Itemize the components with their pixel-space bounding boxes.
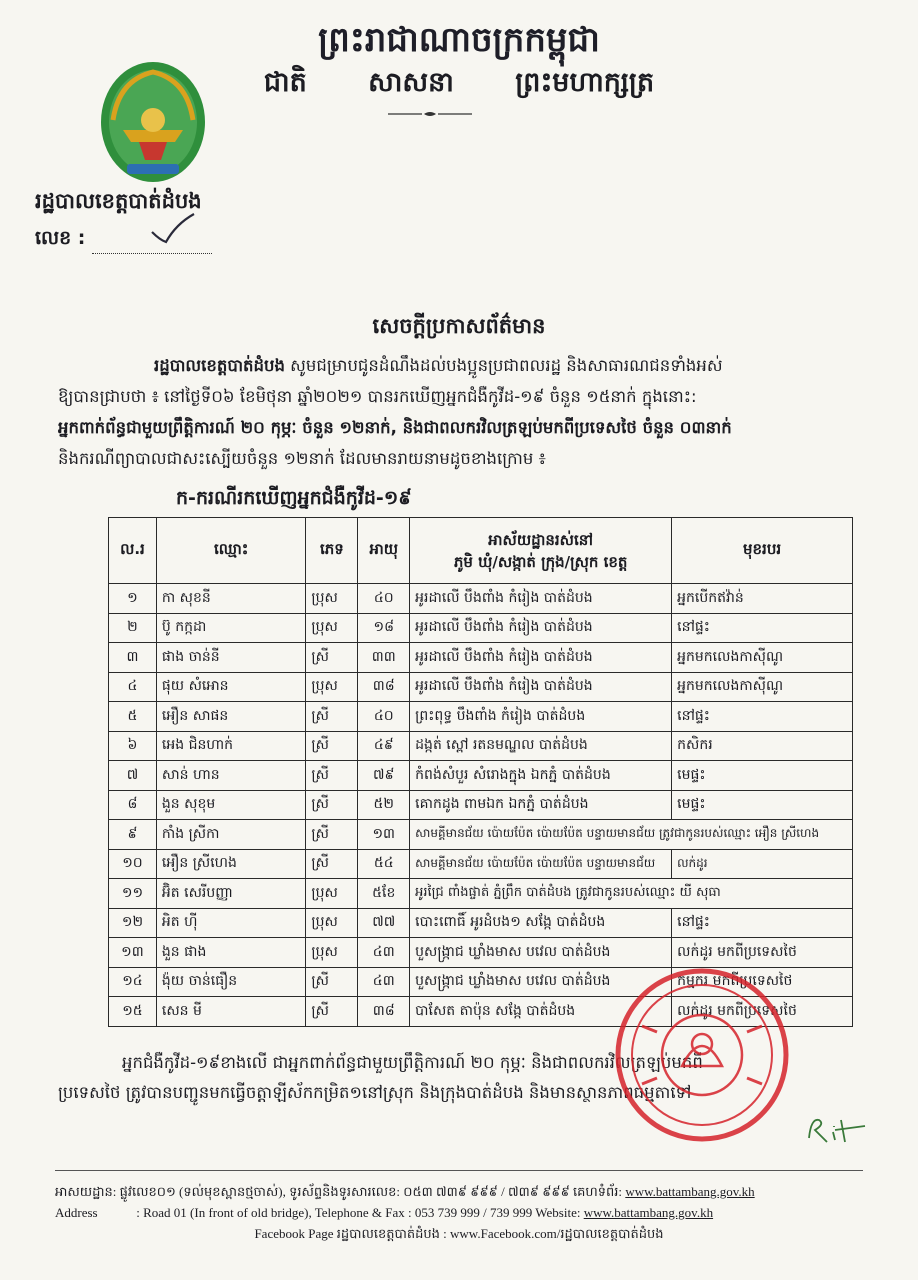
cell-address: អូរដាលើ បឹងពាំង កំរៀង បាត់ដំបង bbox=[410, 584, 672, 614]
cell-sex: ស្រី bbox=[306, 967, 358, 997]
cell-address: ព្រះពុទ្ធ បឹងពាំង កំរៀង បាត់ដំបង bbox=[410, 702, 672, 732]
cell-sex: ស្រី bbox=[306, 643, 358, 673]
col-header-name: ឈ្មោះ bbox=[156, 518, 306, 584]
footer-address-english bbox=[55, 1205, 863, 1221]
table-row bbox=[109, 908, 853, 938]
cell-name: ងួន សុខុម bbox=[156, 790, 306, 820]
cell-age: ៧៩ bbox=[358, 761, 410, 791]
section-title: ក-ករណីរកឃើញអ្នកជំងឺកូវីដ-១៩ bbox=[176, 487, 412, 509]
table-row bbox=[109, 731, 853, 761]
footer-divider bbox=[55, 1170, 863, 1171]
cell-address: សាមគ្គីមានជ័យ ប៉ោយប៉ែត ប៉ោយប៉ែត បន្ទាយមានជ័យ bbox=[410, 849, 672, 879]
cell-address: គោកដូង ពាមឯក ឯកភ្នំ បាត់ដំបង bbox=[410, 790, 672, 820]
cell-name: សេន មី bbox=[156, 997, 306, 1027]
cell-occupation: អ្នកមកលេងកាស៊ីណូ bbox=[672, 643, 853, 673]
table-row bbox=[109, 879, 853, 909]
cell-occupation: អ្នកមកលេងកាស៊ីណូ bbox=[672, 672, 853, 702]
cell-no: ៤ bbox=[109, 672, 157, 702]
header-flourish-divider bbox=[388, 110, 472, 118]
cell-age: ៥៤ bbox=[358, 849, 410, 879]
cell-sex: ប្រុស bbox=[306, 938, 358, 968]
cell-name: សាន់ ហាន bbox=[156, 761, 306, 791]
cell-sex: ស្រី bbox=[306, 997, 358, 1027]
cell-age: ៧៧ bbox=[358, 908, 410, 938]
footer-address-khmer bbox=[55, 1184, 863, 1203]
motto-king: ព្រះមហាក្សត្រ bbox=[515, 67, 655, 98]
cell-age: ១៨ bbox=[358, 613, 410, 643]
table-row bbox=[109, 849, 853, 879]
col-header-no: ល.រ bbox=[109, 518, 157, 584]
col-header-address-title: អាស័យដ្ឋានរស់នៅ bbox=[488, 530, 594, 549]
cell-age: ៤៣ bbox=[358, 967, 410, 997]
cell-occupation: មេផ្ទះ bbox=[672, 790, 853, 820]
cell-sex: ស្រី bbox=[306, 761, 358, 791]
cell-name: កា សុខនី bbox=[156, 584, 306, 614]
cell-age: ៤០ bbox=[358, 584, 410, 614]
footnote-line-1-text: អ្នកជំងឺកូវីដ-១៩ខាងលើ ជាអ្នកពាក់ព័ន្ធជាមួយព្រឹត្តិការណ៍ ២០ កុម្ភៈ និងជាពលករវិលត្រឡប់មកពី bbox=[122, 1053, 703, 1072]
cell-address: កំពង់សំបួរ សំរោងក្នុង ឯកភ្នំ បាត់ដំបង bbox=[410, 761, 672, 791]
cell-name: អេង ជិនហាក់ bbox=[156, 731, 306, 761]
cell-occupation: កម្មករ មកពីប្រទេសថៃ bbox=[672, 967, 853, 997]
table-row bbox=[109, 702, 853, 732]
issuing-administration: រដ្ឋបាលខេត្តបាត់ដំបង bbox=[35, 189, 202, 213]
cell-occupation: កសិករ bbox=[672, 731, 853, 761]
cell-name: ង៉ុយ ចាន់ធឿន bbox=[156, 967, 306, 997]
col-header-address bbox=[410, 518, 672, 584]
intro-paragraph bbox=[58, 350, 866, 474]
intro-line-3: អ្នកពាក់ព័ន្ធជាមួយព្រឹត្តិការណ៍ ២០ កុម្ភៈ ចំនួន ១២នាក់, និងជាពលករវិលត្រឡប់មកពីប្រទេសថៃ ចំនួន ០៣នាក់ bbox=[58, 418, 732, 437]
province-emblem-logo bbox=[99, 60, 207, 188]
table-row bbox=[109, 938, 853, 968]
table-row bbox=[109, 613, 853, 643]
cell-occupation: លក់ដូរ មកពីប្រទេសថៃ bbox=[672, 938, 853, 968]
cell-no: ១០ bbox=[109, 849, 157, 879]
intro-line-1 bbox=[58, 350, 866, 381]
motto-religion: សាសនា bbox=[368, 67, 454, 98]
table-row bbox=[109, 643, 853, 673]
cell-sex: ស្រី bbox=[306, 849, 358, 879]
cell-no: ៦ bbox=[109, 731, 157, 761]
cell-name: ប៊ូ កក្កដា bbox=[156, 613, 306, 643]
cell-address: បាសែត តាប៉ុន សង្កែ បាត់ដំបង bbox=[410, 997, 672, 1027]
cell-address: អូរដាលើ បឹងពាំង កំរៀង បាត់ដំបង bbox=[410, 613, 672, 643]
cell-address: បួសង្ក្រាជ ឃ្លាំងមាស បវេល បាត់ដំបង bbox=[410, 967, 672, 997]
cell-address: បួសង្ក្រាជ ឃ្លាំងមាស បវេល បាត់ដំបង bbox=[410, 938, 672, 968]
cell-address: ដង្កត់ ស្ពៅ រតនមណ្ឌល បាត់ដំបង bbox=[410, 731, 672, 761]
cell-address: អូរដាលើ បឹងពាំង កំរៀង បាត់ដំបង bbox=[410, 643, 672, 673]
col-header-occupation: មុខរបរ bbox=[672, 518, 853, 584]
cell-occupation: នៅផ្ទះ bbox=[672, 908, 853, 938]
cell-no: ១៣ bbox=[109, 938, 157, 968]
cell-occupation: លក់ដូរ មកពីប្រទេសថៃ bbox=[672, 997, 853, 1027]
cell-sex: ប្រុស bbox=[306, 908, 358, 938]
table-header-row bbox=[109, 518, 853, 584]
checkmark-icon bbox=[150, 212, 196, 244]
footer-line-2-text: : Road 01 (In front of old bridge), Telephone & Fax : 053 739 999 / 739 999 Website: bbox=[136, 1205, 581, 1220]
table-row bbox=[109, 584, 853, 614]
cell-sex: ប្រុស bbox=[306, 672, 358, 702]
motto-nation: ជាតិ bbox=[263, 67, 307, 98]
footer-line-1-text: អាសយដ្ឋាន: ផ្លូវលេខ០១ (ទល់មុខស្ពានថ្មចាស់), ទូរស័ព្ទនិងទូរសារលេខ: ០៥៣ ៧៣៩ ៩៩៩ / ៧៣៩ ៩៩៩ គេហទំព័រ: bbox=[55, 1184, 623, 1199]
cell-age: ៥ខែ bbox=[358, 879, 410, 909]
cell-no: ៧ bbox=[109, 761, 157, 791]
cell-age: ៤៣ bbox=[358, 938, 410, 968]
cell-name: ផុយ សំអោន bbox=[156, 672, 306, 702]
cell-address: អូរជ្រៃ ពាំងផ្ចាត់ ភ្នំព្រឹក បាត់ដំបង ត្រូវជាកូនរបស់ឈ្មោះ យី សុធា bbox=[410, 879, 853, 909]
cell-name: អិត ហ៊ី bbox=[156, 908, 306, 938]
website-link[interactable]: www.battambang.gov.kh bbox=[625, 1184, 755, 1199]
cell-age: ៣៣ bbox=[358, 643, 410, 673]
cell-occupation: នៅផ្ទះ bbox=[672, 702, 853, 732]
cell-age: ៤៩ bbox=[358, 731, 410, 761]
table-row bbox=[109, 672, 853, 702]
cell-age: ៤០ bbox=[358, 702, 410, 732]
cell-no: ៥ bbox=[109, 702, 157, 732]
cell-no: ១២ bbox=[109, 908, 157, 938]
cell-sex: ស្រី bbox=[306, 731, 358, 761]
col-header-age: អាយុ bbox=[358, 518, 410, 584]
cell-name: កាំង ស្រីកា bbox=[156, 820, 306, 850]
col-header-sex: ភេទ bbox=[306, 518, 358, 584]
table-body bbox=[109, 584, 853, 1027]
website-link-english[interactable]: www.battambang.gov.kh bbox=[583, 1205, 714, 1220]
cell-name: ផាង ចាន់នី bbox=[156, 643, 306, 673]
cell-address: សាមគ្គីមានជ័យ ប៉ោយប៉ែត ប៉ោយប៉ែត បន្ទាយមានជ័យ ត្រូវជាកូនរបស់ឈ្មោះ អឿន ស្រីហេង bbox=[410, 820, 853, 850]
cell-no: ៨ bbox=[109, 790, 157, 820]
footnote-line-2: ប្រទេសថៃ ត្រូវបានបញ្ជូនមកធ្វើចត្តាឡីស័កកម្រិត១នៅស្រុក និងក្រុងបាត់ដំបង និងមានស្ថានភាពធម្មតាទៅ bbox=[58, 1083, 692, 1102]
cell-no: ១១ bbox=[109, 879, 157, 909]
intro-line-1-text: សូមជម្រាបជូនដំណឹងដល់បងប្អូនប្រជាពលរដ្ឋ និងសាធារណជនទាំងអស់ bbox=[290, 356, 723, 375]
cell-sex: ប្រុស bbox=[306, 584, 358, 614]
cell-sex: ស្រី bbox=[306, 702, 358, 732]
number-label: លេខ : bbox=[35, 227, 86, 249]
cell-age: ៣៨ bbox=[358, 997, 410, 1027]
cell-age: ៥២ bbox=[358, 790, 410, 820]
handwritten-signature bbox=[805, 1112, 875, 1146]
cell-no: ១ bbox=[109, 584, 157, 614]
cell-no: ៩ bbox=[109, 820, 157, 850]
cell-occupation: នៅផ្ទះ bbox=[672, 613, 853, 643]
cell-occupation: អ្នកបើកឥវ៉ាន់ bbox=[672, 584, 853, 614]
covid-cases-table bbox=[108, 517, 853, 1027]
table-row bbox=[109, 820, 853, 850]
cell-occupation: មេផ្ទះ bbox=[672, 761, 853, 791]
cell-name: អឿន ស្រីហេង bbox=[156, 849, 306, 879]
official-seal-stamp bbox=[612, 966, 792, 1144]
cell-address: អូរដាលើ បឹងពាំង កំរៀង បាត់ដំបង bbox=[410, 672, 672, 702]
cell-age: ៣៨ bbox=[358, 672, 410, 702]
document-title: សេចក្តីប្រកាសព័ត៌មាន bbox=[372, 314, 546, 338]
intro-lead: រដ្ឋបាលខេត្តបាត់ដំបង bbox=[154, 356, 285, 375]
cell-no: ៣ bbox=[109, 643, 157, 673]
cell-no: ១៥ bbox=[109, 997, 157, 1027]
footer-facebook: Facebook Page រដ្ឋបាលខេត្តបាត់ដំបង : www.Facebook.com/រដ្ឋបាលខេត្តបាត់ដំបង bbox=[254, 1226, 664, 1241]
table-row bbox=[109, 790, 853, 820]
cell-no: ១៤ bbox=[109, 967, 157, 997]
cell-sex: ស្រី bbox=[306, 790, 358, 820]
intro-line-4: និងករណីព្យាបាលជាសះស្បើយចំនួន ១២នាក់ ដែលមានរាយនាមដូចខាងក្រោម ៖ bbox=[58, 449, 546, 468]
cell-occupation: លក់ដូរ bbox=[672, 849, 853, 879]
cell-name: ងួន ផាង bbox=[156, 938, 306, 968]
cell-name: អឿន សាផន bbox=[156, 702, 306, 732]
cell-age: ១៣ bbox=[358, 820, 410, 850]
cell-sex: ស្រី bbox=[306, 820, 358, 850]
col-header-address-sub: ភូមិ ឃុំ/សង្កាត់ ក្រុង/ស្រុក ខេត្ត bbox=[453, 552, 628, 571]
cell-address: បោះពោធិ៍ អូរដំបង១ សង្កែ បាត់ដំបង bbox=[410, 908, 672, 938]
cell-name: អ៊ិត សេរីបញ្ញា bbox=[156, 879, 306, 909]
intro-line-2: ឱ្យបានជ្រាបថា ៖ នៅថ្ងៃទី០៦ ខែមិថុនា ឆ្នាំ២០២១ បានរកឃើញអ្នកជំងឺកូវីដ-១៩ ចំនួន ១៥នាក់ ក្នុងនោះ: bbox=[58, 387, 697, 406]
cell-sex: ប្រុស bbox=[306, 613, 358, 643]
table-row bbox=[109, 761, 853, 791]
cell-sex: ប្រុស bbox=[306, 879, 358, 909]
footer-address-label: Address bbox=[55, 1205, 98, 1220]
cell-no: ២ bbox=[109, 613, 157, 643]
kingdom-heading: ព្រះរាជាណាចក្រកម្ពុជា bbox=[318, 20, 600, 60]
